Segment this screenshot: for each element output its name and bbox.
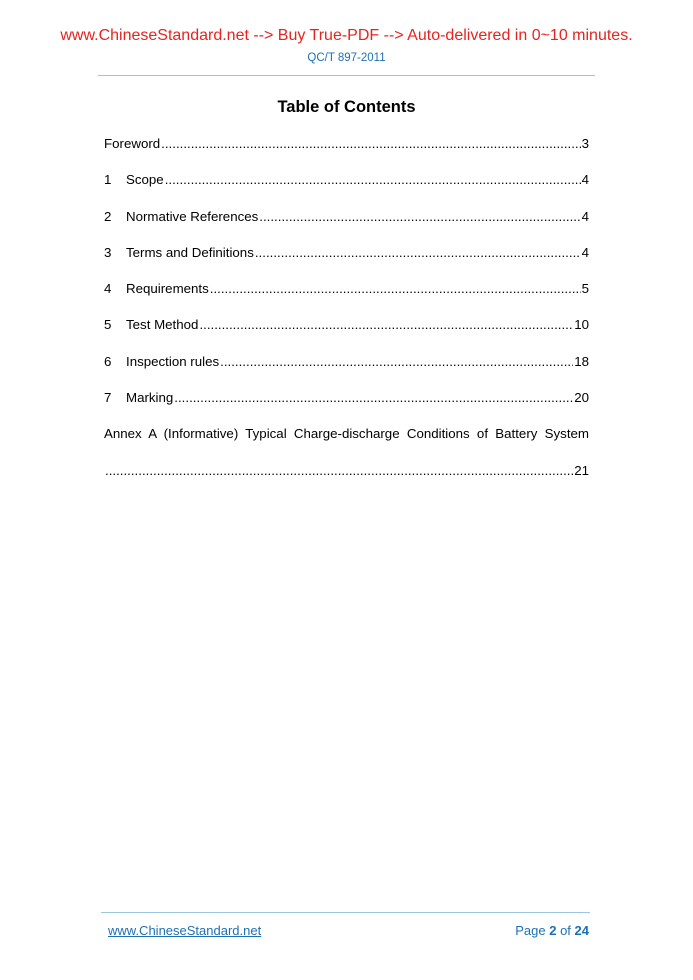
toc-entry-number: 1: [104, 172, 112, 188]
toc-entry-test-method[interactable]: [104, 315, 589, 351]
toc-entry-page: 10: [574, 317, 589, 333]
page-current: 2: [549, 923, 557, 938]
toc-leader-dots: [161, 134, 580, 154]
toc-entry-label: Terms and Definitions: [126, 244, 254, 260]
header-divider: [98, 75, 595, 76]
toc-entry-annex-a[interactable]: Annex A (Informative) Typical Charge-discharge Conditions of Battery System: [104, 426, 589, 442]
toc-entry-label: Normative References: [126, 208, 259, 224]
toc-entry-page: 3: [581, 136, 589, 151]
toc-entry-label: Requirements: [126, 281, 209, 297]
page-of: of: [560, 923, 571, 938]
toc-title: Table of Contents: [277, 98, 416, 116]
toc-entry-page: 5: [581, 281, 589, 297]
standard-code: QC/T 897-2011: [307, 52, 386, 64]
toc-leader-dots: [199, 315, 573, 335]
toc-entry-page: 20: [574, 390, 589, 406]
toc-entry-label: Marking: [126, 390, 174, 406]
toc-leader-dots: [210, 279, 581, 299]
toc-entry-page: 21: [574, 462, 589, 478]
toc-entry-page: 4: [581, 244, 589, 260]
toc-entry-scope[interactable]: [104, 170, 589, 206]
toc-entry-page: 18: [574, 353, 589, 369]
toc-entry-page: 4: [581, 172, 589, 188]
toc-leader-dots: [165, 170, 581, 190]
toc-entry-label: Inspection rules: [126, 353, 220, 369]
toc-entry-number: 3: [104, 244, 112, 260]
toc-leader-dots: [255, 243, 581, 263]
page-total: 24: [574, 923, 589, 938]
toc-entry-label: Test Method: [126, 317, 199, 333]
purchase-banner[interactable]: www.ChineseStandard.net --> Buy True-PDF --> Auto-delivered in 0~10 minutes.: [60, 27, 633, 44]
toc-entry-terms-and-definitions[interactable]: [104, 243, 589, 279]
page-indicator: [515, 923, 589, 938]
toc-entry-number: 4: [104, 281, 112, 297]
toc-entry-annex-a-page-line[interactable]: [104, 461, 589, 497]
footer-divider: [101, 912, 590, 913]
toc-entry-requirements[interactable]: [104, 279, 589, 315]
toc-entry-label: Foreword: [104, 136, 161, 151]
toc-leader-dots: [220, 352, 573, 372]
page-prefix: Page: [515, 923, 546, 938]
toc-entry-number: 7: [104, 390, 112, 406]
toc-entry-number: 2: [104, 208, 112, 224]
toc-entry-page: 4: [581, 208, 589, 224]
toc-entry-normative-references[interactable]: [104, 207, 589, 243]
toc-entry-number: 6: [104, 353, 112, 369]
toc-leader-dots: [174, 388, 573, 408]
toc-leader-dots: [259, 207, 580, 227]
toc-entry-inspection-rules[interactable]: [104, 352, 589, 388]
toc-entry-marking[interactable]: [104, 388, 589, 424]
toc-entry-foreword[interactable]: [104, 134, 589, 170]
toc-leader-dots: [105, 461, 573, 481]
toc-entry-number: 5: [104, 317, 112, 333]
toc-entry-label: Scope: [126, 172, 164, 188]
footer-site-link[interactable]: www.ChineseStandard.net: [108, 923, 262, 938]
toc-list: [104, 134, 589, 497]
